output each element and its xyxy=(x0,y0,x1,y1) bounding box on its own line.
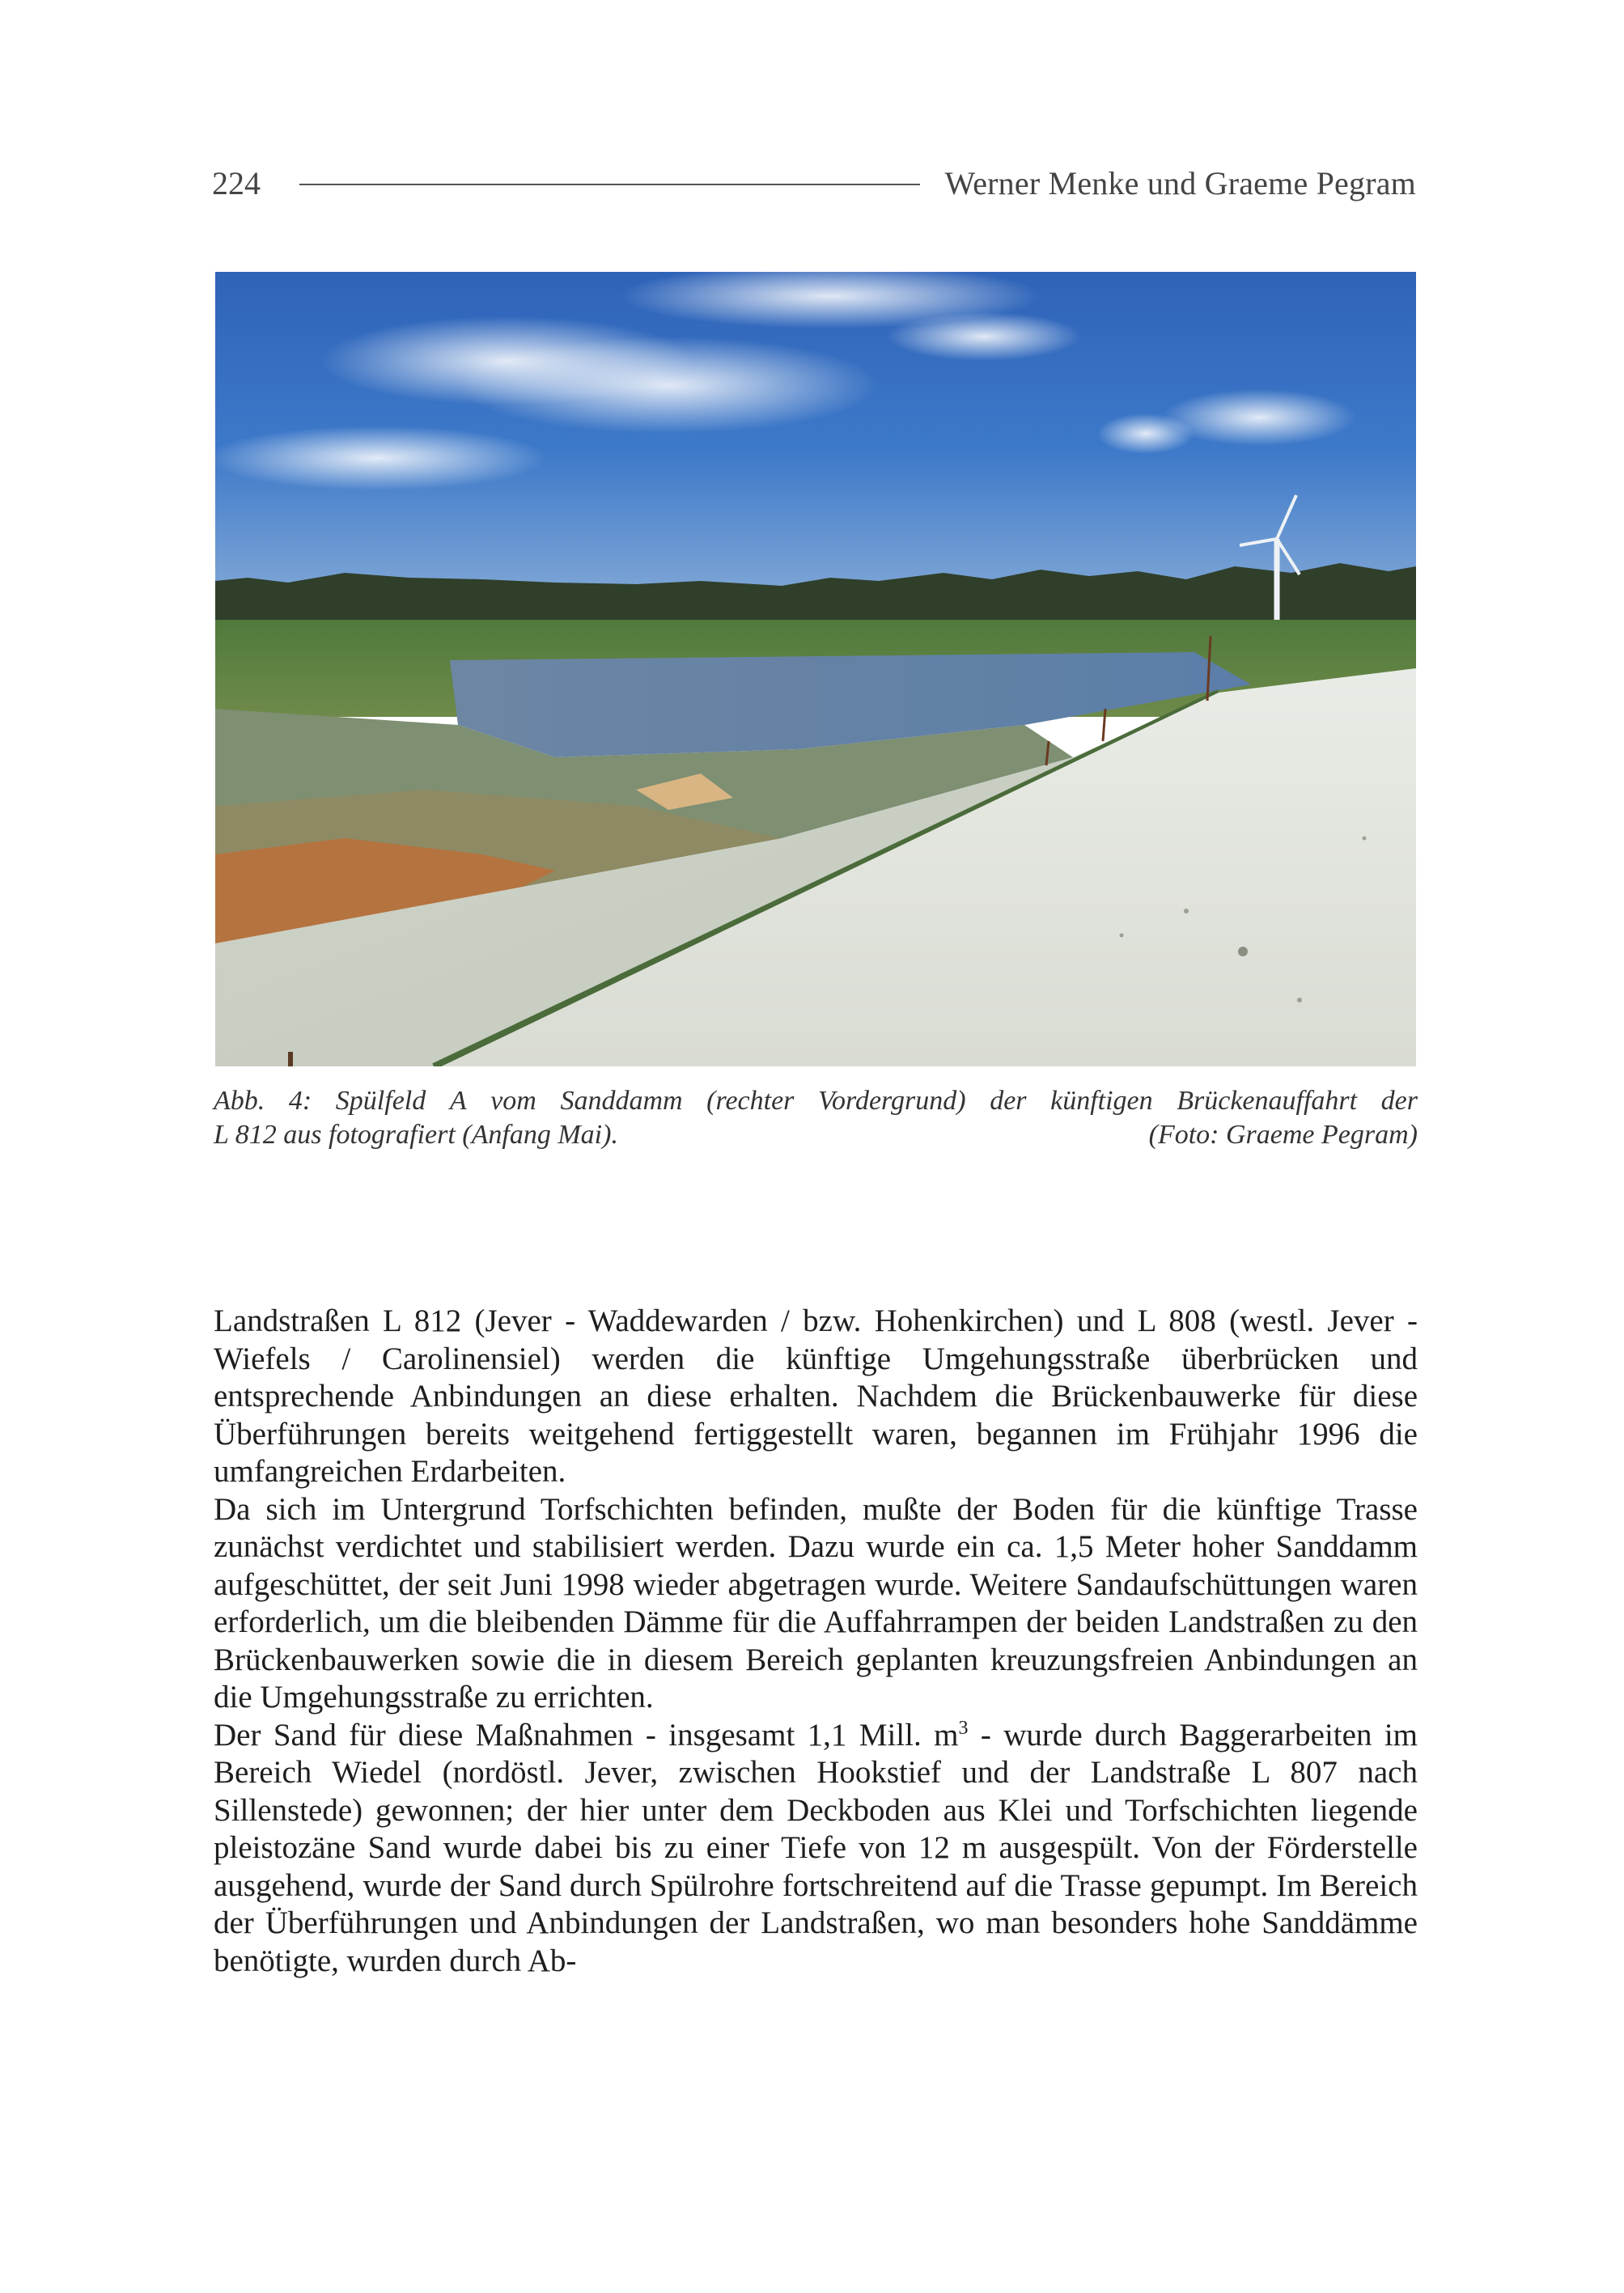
caption-word: künftigen xyxy=(1050,1086,1153,1116)
caption-word: der xyxy=(990,1086,1027,1116)
caption-word: A xyxy=(449,1086,467,1116)
caption-word: 4: xyxy=(288,1086,312,1116)
paragraph-3 xyxy=(214,1717,1418,1981)
paragraph-1: Landstraßen L 812 (Jever - Waddewarden / bzw. Hohenkirchen) und L 808 (westl. Jever - Wiefels / Carolinensiel) werden die künftige Umgehungsstraße überbrücken und entsprechende Anbindungen an diese erhalten. Nachdem die Brückenbauwerke für diese Überführungen bereits weitgehend fertiggestellt waren, begannen im Frühjahr 1996 die umfangreichen Erdarbeiten. xyxy=(214,1303,1418,1489)
caption-text: L 812 aus fotografiert (Anfang Mai). xyxy=(214,1120,618,1150)
figure-caption xyxy=(214,1084,1418,1152)
paragraph-3-part-1: Der Sand für diese Maßnahmen - insgesamt 1,1 Mill. m xyxy=(214,1717,959,1753)
caption-word: (rechter xyxy=(706,1086,795,1116)
running-head xyxy=(212,159,1416,207)
figure-photo xyxy=(215,272,1416,1066)
caption-word: Abb. xyxy=(214,1086,265,1116)
caption-line-1 xyxy=(214,1084,1418,1118)
caption-word: Spülfeld xyxy=(335,1086,426,1116)
header-authors: Werner Menke und Graeme Pegram xyxy=(944,164,1416,201)
caption-word: der xyxy=(1380,1086,1418,1116)
photo-credit: (Foto: Graeme Pegram) xyxy=(1148,1120,1418,1150)
caption-word: Vordergrund) xyxy=(818,1086,966,1116)
caption-line-2 xyxy=(214,1118,1418,1152)
body-text xyxy=(214,1303,1418,1980)
page-number: 224 xyxy=(212,164,261,201)
caption-word: vom xyxy=(490,1086,536,1116)
caption-word: Sanddamm xyxy=(560,1086,683,1116)
paragraph-2: Da sich im Untergrund Torfschichten befinden, mußte der Boden für die künftige Trasse zunächst verdichtet und stabilisiert werden. Dazu wurde ein ca. 1,5 Meter hoher Sanddamm aufgeschüttet, der seit Juni 1998 wieder abgetragen wurde. Weitere Sandaufschüttungen waren erforderlich, um die bleibenden Dämme für die Auffahrrampen der beiden Landstraßen zu den Brückenbauwerken sowie die in diesem Bereich geplanten kreuzungsfreien Anbindungen an die Umgehungsstraße zu errichten. xyxy=(214,1491,1418,1714)
superscript-3: 3 xyxy=(958,1717,969,1739)
caption-word: Brückenauffahrt xyxy=(1177,1086,1358,1116)
paragraph-3-part-2: - wurde durch Baggerarbeiten im Bereich Wiedel (nordöstl. Jever, zwischen Hookstief und der Landstraße L 807 nach Sillenstede) gewonnen; der hier unter dem Deckboden aus Klei und Torfschichten liegende pleistozäne Sand wurde dabei bis zu einer Tiefe von 12 m ausgespült. Von der Förderstelle ausgehend, wurde der Sand durch Spülrohre fortschreitend auf die Trasse gepumpt. Im Bereich der Überführungen und Anbindungen der Landstraßen, wo man besonders hohe Sanddämme benötigte, wurden durch Ab- xyxy=(214,1717,1418,1978)
header-rule xyxy=(299,184,920,185)
